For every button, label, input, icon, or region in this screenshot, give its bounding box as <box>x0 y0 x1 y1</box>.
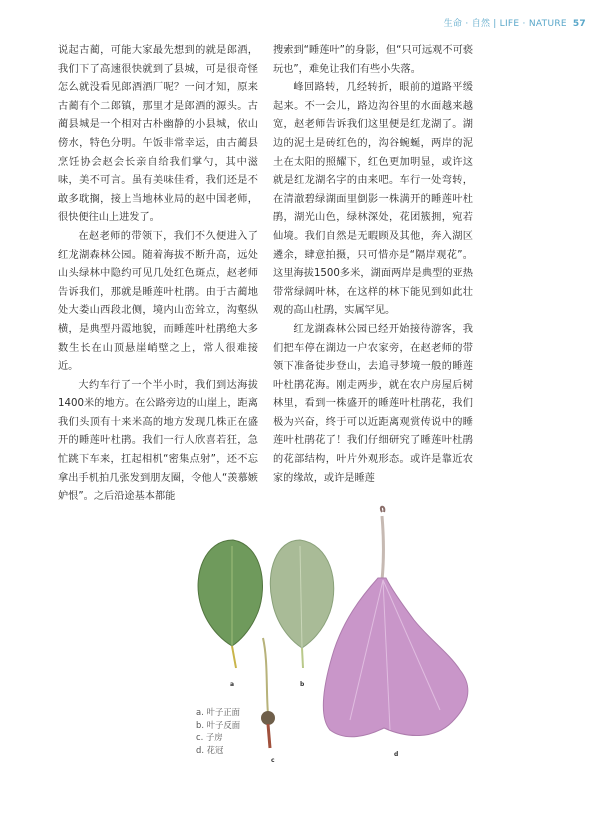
figure-label-a: a <box>230 681 235 688</box>
legend-item: c. 子房 <box>196 732 223 743</box>
figure-legend <box>196 706 240 756</box>
legend-item: a. 叶子正面 <box>196 707 240 717</box>
right-text-column <box>273 42 473 488</box>
paragraph: 大约车行了一个半小时，我们到达海拔1400米的地方。在公路旁边的山崖上，距离我们头顶有十来米高的地方发现几株正在盛开的睡莲叶杜鹃。我们一行人欣喜若狂，急忙跳下车来，扛起相机“密集点射”，还不忘拿出手机拍几张发到朋友圈，令他人“羡慕嫉妒恨”。之后沿途基本都能 <box>58 379 258 503</box>
paragraph: 在赵老师的带领下，我们不久便进入了红龙湖森林公园。随着海拔不断升高，远处山头绿林中隐约可见几处红色斑点，赵老师告诉我们，那就是睡莲叶杜鹃。由于古蔺地处大娄山西段北侧，境内山峦耸立，沟壑纵横，是典型丹霞地貌，而睡莲叶杜鹃绝大多数生长在山顶悬崖峭壁之上，常人很难接近。 <box>58 230 258 373</box>
figure-label-b: b <box>300 681 305 688</box>
paragraph: 峰回路转，几经转折，眼前的道路平缓起来。不一会儿，路边沟谷里的水面越来越宽，赵老师告诉我们这里便是红龙湖了。湖边的泥土是砖红色的，沟谷蜿蜒，两岸的泥土在太阳的照耀下，红色更加明显，或许这就是红龙湖名字的由来吧。车行一处弯转，在清澈碧绿湖面里倒影一株满开的睡莲叶杜鹃，湖光山色，绿林深处，花团簇拥，宛若仙境。我们自然是无暇顾及其他，奔入湖区遴余，肆意拍摄，只可惜亦是“隔岸观花”。这里海拔1500多米，湖面两岸是典型的亚热带常绿阔叶林，在这样的林下能见到如此壮观的高山杜鹃，实属罕见。 <box>273 82 473 317</box>
legend-item: d. 花冠 <box>196 744 224 755</box>
paragraph: 说起古蔺，可能大家最先想到的就是郎酒，我们下了高速很快就到了县城，可是很奇怪怎么就没看见郎酒酒厂呢？一问才知，原来古蔺有个二郎镇，那里才是郎酒的源头。古蔺县城是一个相对古朴幽静的小县城，依山傍水，特色分明。午饭非常幸运，由古蔺县烹饪协会赵会长亲自给我们掌勺，其中滋味，美不可言。虽有美味佳肴，我们还是不敢多耽搁，接上当地林业局的赵中国老师，很快便往山上进发了。 <box>58 45 258 224</box>
paragraph: 搜索到“睡莲叶”的身影，但“只可远观不可亵玩也”，难免让我们有些小失落。 <box>273 45 473 75</box>
page-number: 57 <box>572 19 586 29</box>
figure-label-d: d <box>394 751 399 758</box>
leaf-front-image <box>198 540 262 668</box>
corolla-image <box>323 507 468 737</box>
running-header <box>444 16 586 29</box>
leaf-back-image <box>270 540 333 668</box>
left-text-column <box>58 42 258 507</box>
header-separator: | <box>493 19 497 29</box>
legend-item: b. 叶子反面 <box>196 719 241 730</box>
section-title-cn: 生命 · 自然 <box>443 19 491 29</box>
figure-label-c: c <box>271 757 275 764</box>
section-title-en: LIFE · NATURE <box>499 19 567 29</box>
paragraph: 红龙湖森林公园已经开始接待游客，我们把车停在湖边一户农家旁，在赵老师的带领下准备徒步登山，去追寻梦境一般的睡莲叶杜鹃花海。刚走两步，就在农户房屋后树林里，看到一株盛开的睡莲叶杜鹃花，我们极为兴奋，终于可以近距离观赏传说中的睡莲叶杜鹃花了！我们仔细研究了睡莲叶杜鹃的花部结构，叶片外观形态。或许是靠近农家的缘故，或许是睡莲 <box>273 323 473 484</box>
ovary-image <box>261 638 275 748</box>
